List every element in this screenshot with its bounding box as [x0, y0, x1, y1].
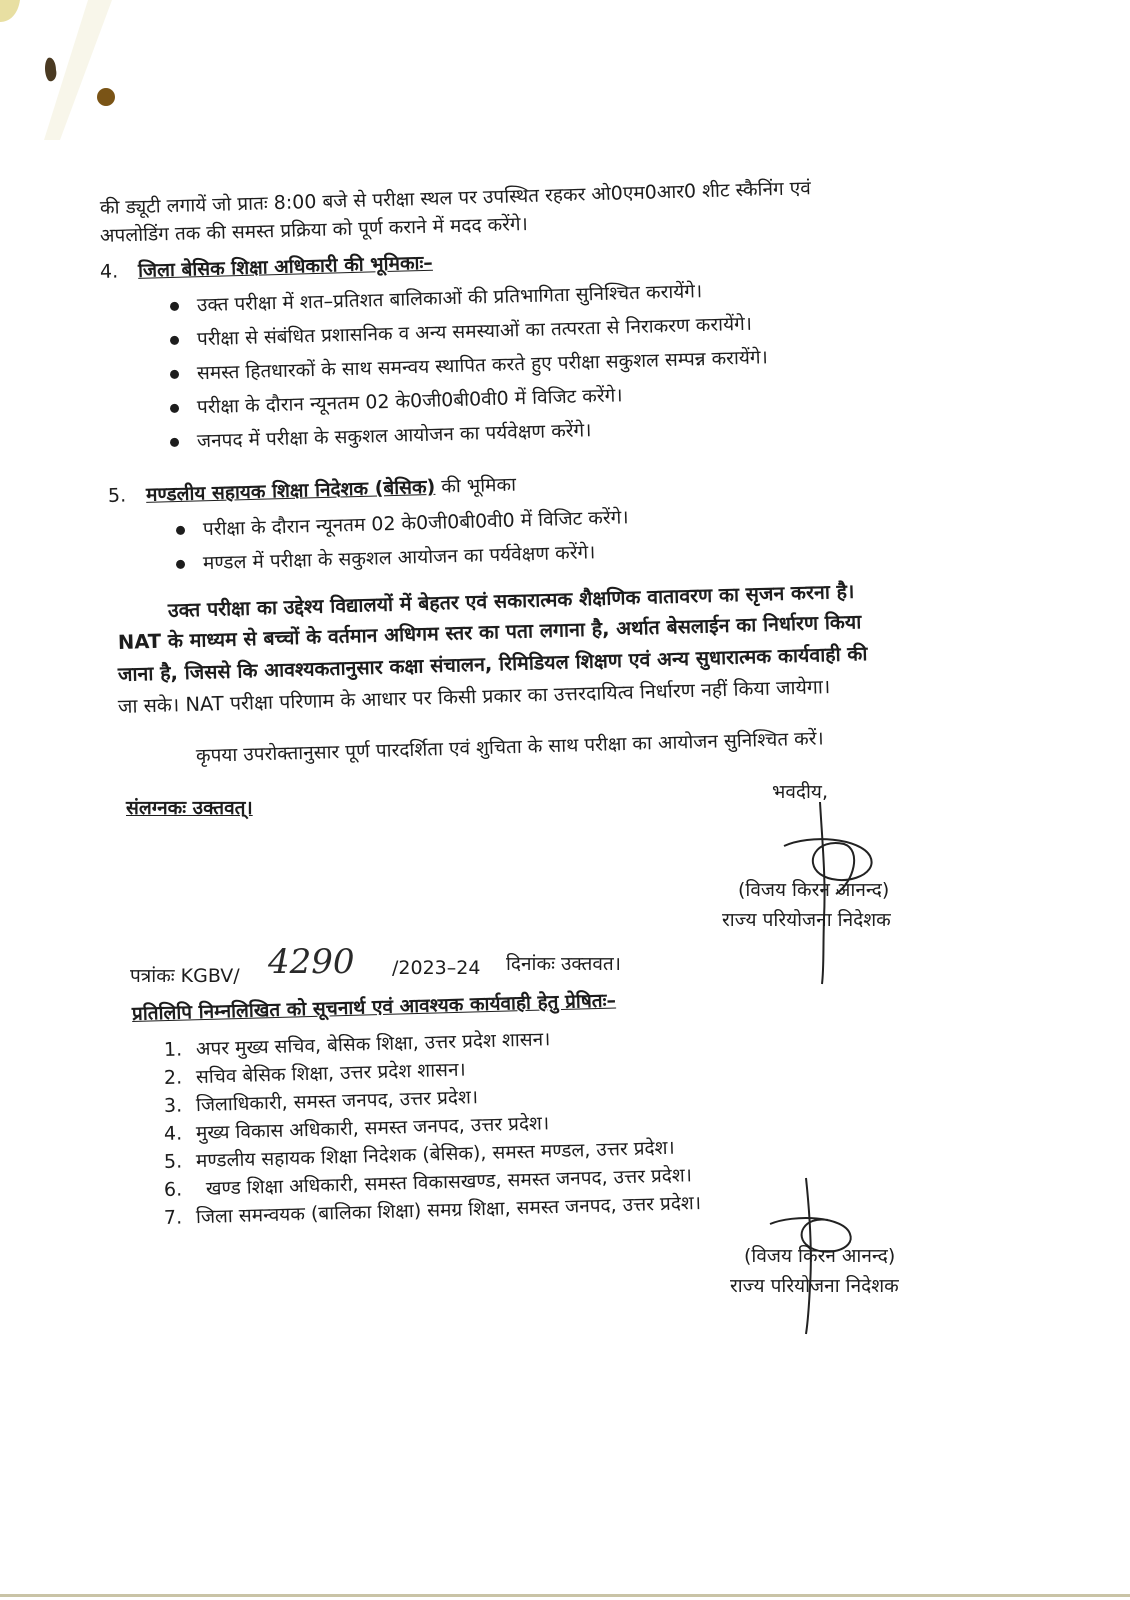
handwritten-reference-number: 4290 [268, 942, 355, 982]
reference-label: पत्रांकः KGBV/ [130, 965, 240, 987]
bullet-icon [176, 560, 185, 569]
page-edge [0, 1594, 1130, 1597]
list-item: उक्त परीक्षा में शत–प्रतिशत बालिकाओं की प्रतिभागिता सुनिश्चित करायेंगे। [170, 277, 703, 320]
bullet-icon [170, 302, 179, 311]
purpose-line-1: उक्त परीक्षा का उद्देश्य विद्यालयों में बेहतर एवं सकारात्मक शैक्षणिक वातावरण का सृजन करना है। [167, 579, 855, 622]
purpose-line-4: जा सके। NAT परीक्षा परिणाम के आधार पर किसी प्रकार का उत्तरदायित्व निर्धारण नहीं किया जायेगा। [117, 675, 831, 718]
section-number: 4. [99, 260, 119, 283]
section-4-heading-row [100, 249, 434, 286]
continuation-line-2: अपलोडिंग तक की समस्त प्रक्रिया को पूर्ण कराने में मदद करेंगे। [99, 213, 529, 247]
bullet-icon [176, 526, 185, 535]
folded-corner-decoration [0, 0, 140, 140]
list-item: 4. मुख्य विकास अधिकारी, समस्त जनपद, उत्तर प्रदेश। [163, 1112, 550, 1145]
purpose-line-3: जाना है, जिससे कि आवश्यकतानुसार कक्षा संचालन, रिमिडियल शिक्षण एवं अन्य सुधारात्मक कार्यवाही की [117, 642, 868, 686]
bullet-icon [170, 370, 179, 379]
list-item: परीक्षा के दौरान न्यूनतम 02 के0जी0बी0वी0 में विजिट करेंगे। [176, 503, 629, 544]
list-item: 2. सचिव बेसिक शिक्षा, उत्तर प्रदेश शासन। [163, 1058, 466, 1089]
list-item: परीक्षा के दौरान न्यूनतम 02 के0जी0बी0वी0 में विजिट करेंगे। [170, 381, 623, 422]
enclosure-label: संलग्नकः उक्तवत्। [126, 797, 253, 819]
section-heading: जिला बेसिक शिक्षा अधिकारी की भूमिकाः– [137, 251, 434, 282]
list-item: जनपद में परीक्षा के सकुशल आयोजन का पर्यवेक्षण करेंगे। [170, 416, 592, 456]
punch-hole-icon [97, 88, 115, 106]
signatory-designation: राज्य परियोजना निदेशक [722, 909, 891, 931]
signatory-designation: राज्य परियोजना निदेशक [730, 1275, 899, 1297]
section-heading: मण्डलीय सहायक शिक्षा निदेशक (बेसिक) [145, 475, 436, 506]
bullet-icon [170, 438, 179, 447]
section-5-heading-row [108, 471, 517, 510]
request-line: कृपया उपरोक्तानुसार पूर्ण पारदर्शिता एवं शुचिता के साथ परीक्षा का आयोजन सुनिश्चित करें। [195, 727, 825, 767]
punch-hole-icon [45, 58, 56, 82]
list-item: मण्डल में परीक्षा के सकुशल आयोजन का पर्यवेक्षण करेंगे। [176, 538, 596, 578]
list-item: 5. मण्डलीय सहायक शिक्षा निदेशक (बेसिक), समस्त मण्डल, उत्तर प्रदेश। [163, 1136, 676, 1173]
purpose-line-2: NAT के माध्यम से बच्चों के वर्तमान अधिगम स्तर का पता लगाना है, अर्थात बेसलाईन का निर्धारण किया [117, 610, 862, 654]
signatory-name: (विजय किरन आनन्द) [738, 879, 890, 901]
continuation-line-1: की ड्यूटी लगायें जो प्रातः 8:00 बजे से परीक्षा स्थल पर उपस्थित रहकर ओ0एम0आर0 शीट स्कैनिंग एवं [99, 177, 812, 219]
list-item: परीक्षा से संबंधित प्रशासनिक व अन्य समस्याओं का तत्परता से निराकरण करायेंगे। [170, 310, 753, 354]
list-item: 3. जिलाधिकारी, समस्त जनपद, उत्तर प्रदेश। [163, 1086, 479, 1117]
copy-to-heading: प्रतिलिपि निम्नलिखित को सूचनार्थ एवं आवश्यक कार्यवाही हेतु प्रेषितः– [131, 989, 617, 1025]
closing-salutation: भवदीय, [772, 781, 828, 803]
bullet-icon [170, 404, 179, 413]
section-number: 5. [107, 484, 127, 507]
list-item: 6. खण्ड शिक्षा अधिकारी, समस्त विकासखण्ड, समस्त जनपद, उत्तर प्रदेश। [163, 1164, 693, 1201]
list-item: समस्त हितधारकों के साथ समन्वय स्थापित करते हुए परीक्षा सकुशल सम्पन्न करायेंगे। [170, 343, 769, 388]
bullet-icon [170, 336, 179, 345]
reference-date: दिनांकः उक्तवत। [506, 953, 621, 975]
reference-year: /2023–24 [392, 957, 481, 979]
list-item: 1. अपर मुख्य सचिव, बेसिक शिक्षा, उत्तर प्रदेश शासन। [163, 1028, 551, 1061]
signatory-name: (विजय किरन आनन्द) [744, 1245, 896, 1267]
section-heading-suffix: की भूमिका [434, 473, 517, 498]
list-item: 7. जिला समन्वयक (बालिका शिक्षा) समग्र शिक्षा, समस्त जनपद, उत्तर प्रदेश। [163, 1192, 702, 1229]
